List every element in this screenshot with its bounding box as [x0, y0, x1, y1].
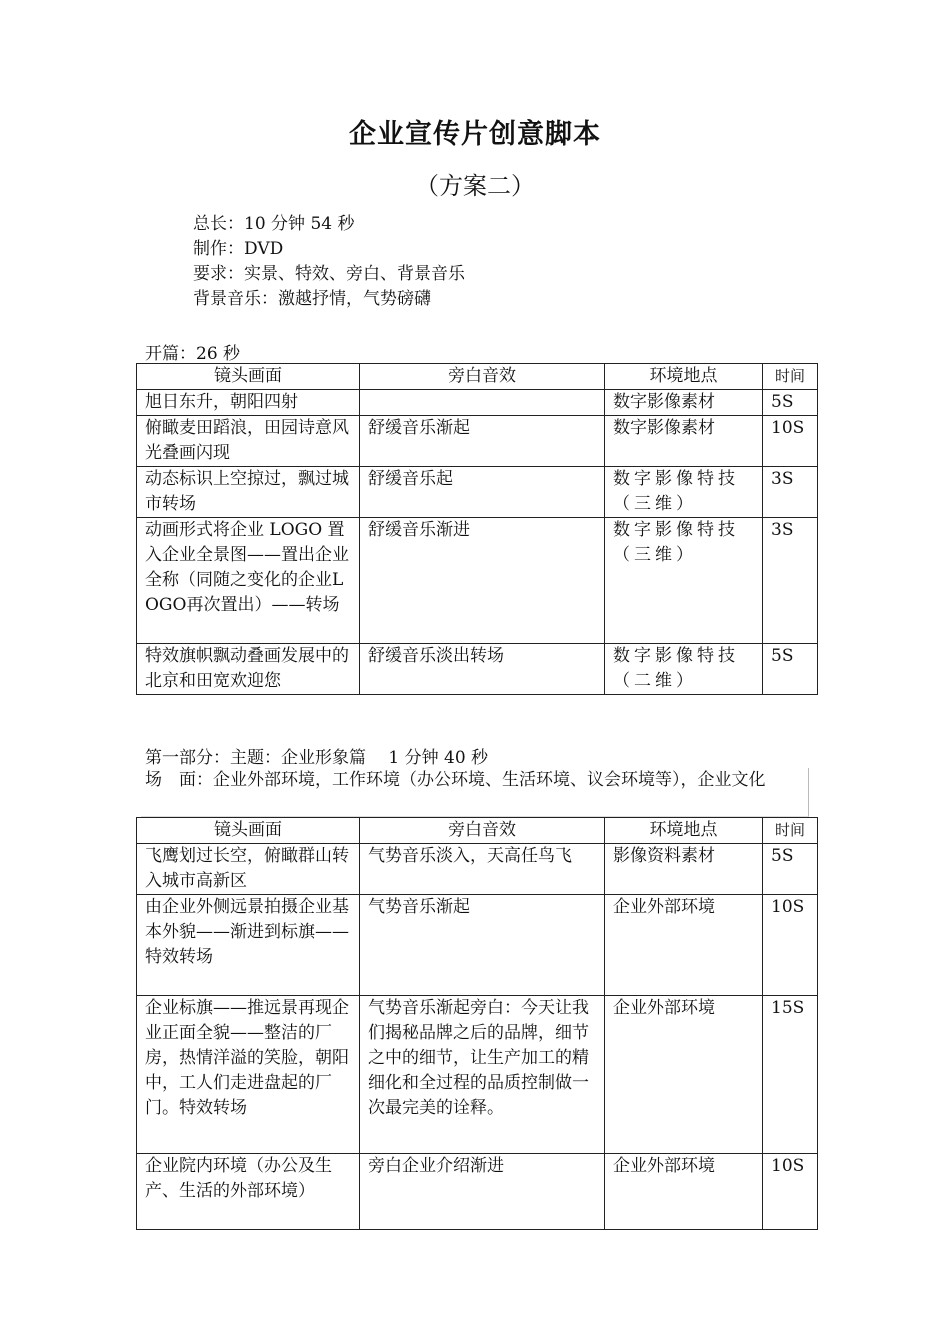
document-subtitle: （方案二） — [415, 172, 535, 200]
cell-shot: 特效旗帜飘动叠画发展中的北京和田宽欢迎您 — [137, 644, 360, 695]
cell-shot: 动画形式将企业 LOGO 置入企业全景图——置出企业全称（同随之变化的企业LOGO再次置出）——转场 — [137, 518, 360, 644]
cell-narration: 旁白企业介绍渐进 — [360, 1154, 605, 1230]
table-row — [137, 996, 818, 1154]
cell-narration: 舒缓音乐起 — [360, 467, 605, 518]
cell-time: 15S — [763, 996, 818, 1154]
header-time: 时间 — [763, 364, 818, 390]
header-time: 时间 — [763, 818, 818, 844]
table-header-row — [137, 364, 818, 390]
meta-production: 制作：DVD — [193, 239, 284, 259]
table-header-row — [137, 818, 818, 844]
meta-length: 总长：10 分钟 54 秒 — [193, 214, 355, 234]
header-location: 环境地点 — [605, 818, 763, 844]
cell-location: 数字影像特技（三维） — [605, 467, 763, 518]
cell-location: 数字影像素材 — [605, 416, 763, 467]
cell-location: 企业外部环境 — [605, 895, 763, 996]
cell-time: 5S — [763, 644, 818, 695]
cell-location: 影像资料素材 — [605, 844, 763, 895]
header-shot: 镜头画面 — [137, 818, 360, 844]
header-narration: 旁白音效 — [360, 364, 605, 390]
header-shot: 镜头画面 — [137, 364, 360, 390]
meta-requirements: 要求：实景、特效、旁白、背景音乐 — [193, 264, 465, 284]
cell-location: 企业外部环境 — [605, 996, 763, 1154]
cell-shot: 俯瞰麦田蹈浪，田园诗意风光叠画闪现 — [137, 416, 360, 467]
cell-narration: 气势音乐渐起旁白：今天让我们揭秘品牌之后的品牌，细节之中的细节，让生产加工的精细化和全过程的品质控制做一次最完美的诠释。 — [360, 996, 605, 1154]
opening-label: 开篇：26 秒 — [145, 344, 241, 364]
part1-label: 第一部分：主题：企业形象篇 1 分钟 40 秒 — [145, 748, 489, 768]
table-row — [137, 1154, 818, 1230]
cell-shot: 动态标识上空掠过，飘过城市转场 — [137, 467, 360, 518]
table-row — [137, 416, 818, 467]
cell-shot: 企业标旗——推远景再现企业正面全貌——整洁的厂房，热情洋溢的笑脸，朝阳中，工人们走进盘起的厂门。特效转场 — [137, 996, 360, 1154]
cell-narration: 舒缓音乐渐进 — [360, 518, 605, 644]
opening-table — [136, 363, 818, 695]
document-title: 企业宣传片创意脚本 — [349, 119, 601, 150]
table-row — [137, 518, 818, 644]
table-row — [137, 390, 818, 416]
cell-time: 3S — [763, 467, 818, 518]
header-narration: 旁白音效 — [360, 818, 605, 844]
table-row — [137, 895, 818, 996]
cell-narration: 舒缓音乐渐起 — [360, 416, 605, 467]
cell-shot: 旭日东升，朝阳四射 — [137, 390, 360, 416]
cell-location: 数字影像特技（二维） — [605, 644, 763, 695]
table-row — [137, 844, 818, 895]
cell-time: 3S — [763, 518, 818, 644]
cell-narration: 气势音乐淡入，天高任鸟飞 — [360, 844, 605, 895]
header-location: 环境地点 — [605, 364, 763, 390]
cell-narration: 气势音乐渐起 — [360, 895, 605, 996]
cell-location: 数字影像素材 — [605, 390, 763, 416]
cell-time: 10S — [763, 1154, 818, 1230]
cell-shot: 由企业外侧远景拍摄企业基本外貌——渐进到标旗——特效转场 — [137, 895, 360, 996]
cell-location: 企业外部环境 — [605, 1154, 763, 1230]
part1-table — [136, 817, 818, 1230]
meta-block — [193, 212, 465, 312]
table-row — [137, 644, 818, 695]
cell-time: 10S — [763, 895, 818, 996]
cell-shot: 企业院内环境（办公及生产、生活的外部环境） — [137, 1154, 360, 1230]
cell-time: 10S — [763, 416, 818, 467]
cell-narration: 舒缓音乐淡出转场 — [360, 644, 605, 695]
cell-time: 5S — [763, 390, 818, 416]
cell-narration — [360, 390, 605, 416]
cell-shot: 飞鹰划过长空，俯瞰群山转入城市高新区 — [137, 844, 360, 895]
cell-time: 5S — [763, 844, 818, 895]
cell-location: 数字影像特技（三维） — [605, 518, 763, 644]
table-row — [137, 467, 818, 518]
part1-scene: 场 面：企业外部环境，工作环境（办公环境、生活环境、议会环境等），企业文化 — [141, 768, 809, 817]
meta-music: 背景音乐：激越抒情，气势磅礴 — [193, 289, 431, 309]
